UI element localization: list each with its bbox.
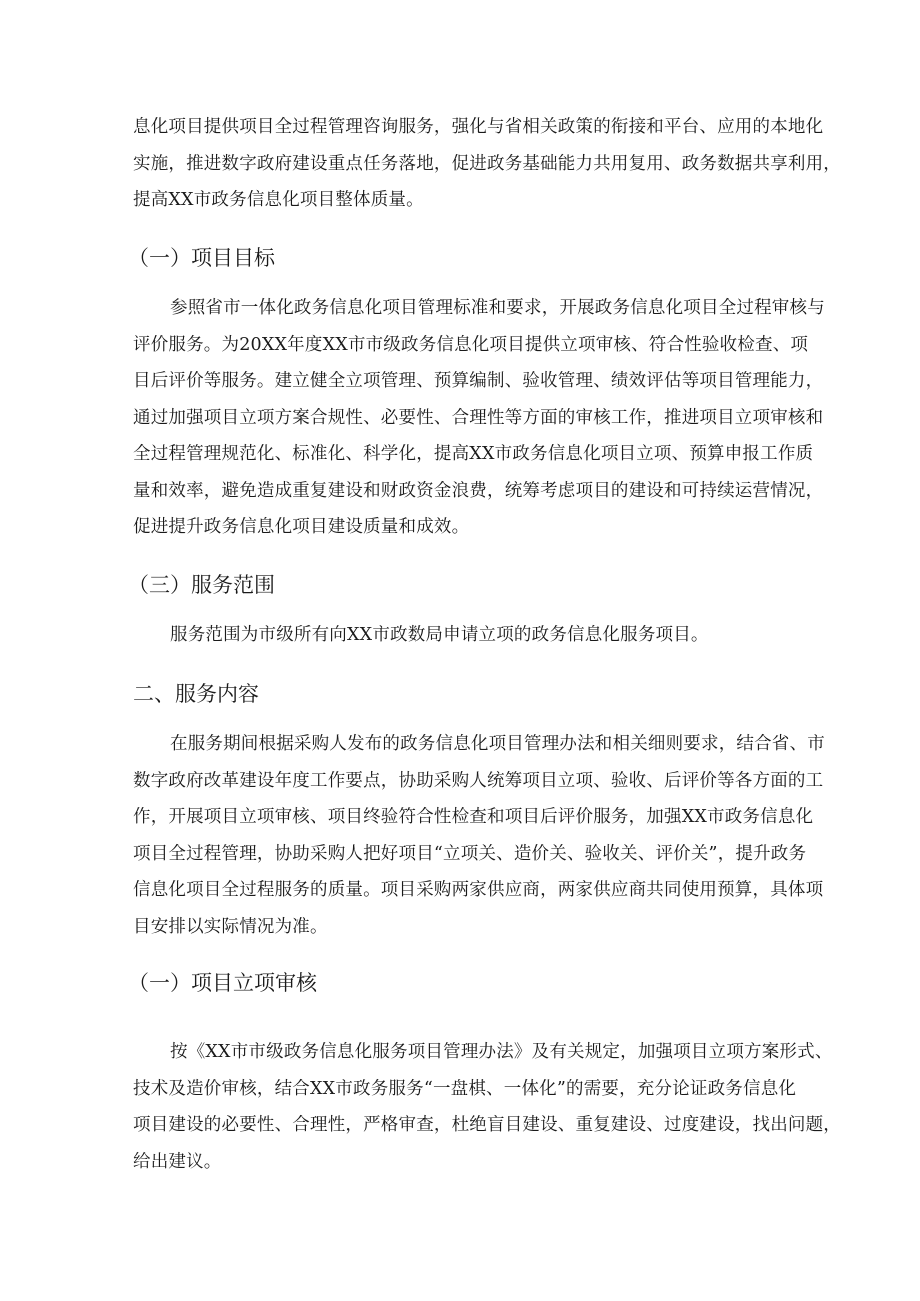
text-line: 项目全过程管理，协助采购人把好项目“立项关、造价关、验收关、评价关”，提升政务 xyxy=(133,843,807,864)
text-line: 参照省市一体化政务信息化项目管理标准和要求，开展政务信息化项目全过程审核与 xyxy=(170,298,825,318)
paragraph-scope xyxy=(133,617,793,654)
section-heading-content: 二、服务内容 xyxy=(133,682,259,706)
text-line: 评价服务。为20XX年度XX市市级政务信息化项目提供立项审核、符合性验收检查、项 xyxy=(133,334,809,355)
text-line: 数字政府改革建设年度工作要点，协助采购人统筹项目立项、验收、后评价等各方面的工 xyxy=(133,770,824,791)
paragraph-content xyxy=(133,726,825,945)
text-line: 全过程管理规范化、标准化、科学化，提高XX市政务信息化项目立项、预算申报工作质 xyxy=(133,444,814,464)
text-line: 实施，推进数字政府建设重点任务落地，促进政务基础能力共用复用、政务数据共享利用， xyxy=(133,153,841,174)
paragraph-intro xyxy=(133,109,841,219)
text-line: 信息化项目全过程服务的质量。项目采购两家供应商，两家供应商共同使用预算，具体项 xyxy=(133,880,824,900)
section-heading-goal: （一）项目目标 xyxy=(128,246,275,270)
text-line: 技术及造价审核，结合XX市政务服务“一盘棋、一体化”的需要，充分论证政务信息化 xyxy=(133,1078,797,1099)
text-line: 目安排以实际情况为准。 xyxy=(133,916,328,937)
text-line: 量和效率，避免造成重复建设和财政资金浪费，统筹考虑项目的建设和可持续运营情况， xyxy=(133,480,824,501)
text-line: 提高XX市政务信息化项目整体质量。 xyxy=(133,190,424,210)
text-line: 项目建设的必要性、合理性，严格审查，杜绝盲目建设、重复建设、过度建设，找出问题， xyxy=(133,1115,841,1135)
text-line: 在服务期间根据采购人发布的政务信息化项目管理办法和相关细则要求，结合省、市 xyxy=(170,734,825,754)
text-line: 通过加强项目立项方案合规性、必要性、合理性等方面的审核工作，推进项目立项审核和 xyxy=(133,407,824,428)
section-heading-scope: （三）服务范围 xyxy=(128,573,275,597)
text-line: 促进提升政务信息化项目建设质量和成效。 xyxy=(133,517,470,537)
text-line: 按《XX市市级政务信息化服务项目管理办法》及有关规定，加强项目立项方案形式、 xyxy=(170,1042,833,1062)
text-line: 目后评价等服务。建立健全立项管理、预算编制、验收管理、绩效评估等项目管理能力， xyxy=(133,371,824,391)
paragraph-goal xyxy=(133,290,825,546)
text-line: 给出建议。 xyxy=(133,1151,222,1172)
text-line: 服务范围为市级所有向XX市政数局申请立项的政务信息化服务项目。 xyxy=(170,625,709,645)
section-heading-review: （一）项目立项审核 xyxy=(128,971,317,995)
text-line: 息化项目提供项目全过程管理咨询服务，强化与省相关政策的衔接和平台、应用的本地化 xyxy=(133,117,824,137)
paragraph-review xyxy=(133,1034,841,1180)
text-line: 作，开展项目立项审核、项目终验符合性检查和项目后评价服务，加强XX市政务信息化 xyxy=(133,807,814,827)
